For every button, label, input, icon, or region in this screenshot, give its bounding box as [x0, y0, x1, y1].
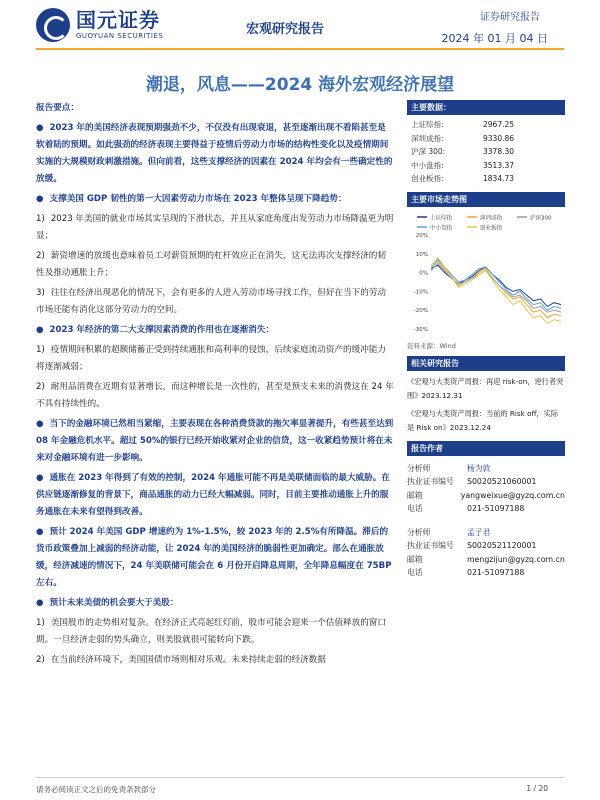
market-chart-heading: 主要市场走势图 [407, 192, 565, 207]
bullet-icon: ● [36, 473, 44, 483]
logo-en: GUOYUAN SECURITIES [76, 32, 164, 40]
analyst-info: 分析师 杨为敦 执业证书编号 S0020521060001 邮箱 yangweixue@gyzq.com.cn 电话 021-51097188 分析师 孟子君 执业证书编号 S0020521120001 邮箱 mengzijun@gyzq.com.cn 电话 021-51097188 [407, 463, 565, 577]
list-item: 1) 疫情期间积累的超额储蓄正受到持续通胀和高利率的侵蚀，后续家庭流动资产的缓冲能力将逐渐减弱； [36, 345, 386, 372]
list-item: 2) 耐用品消费在近期有显著增长，而这种增长是一次性的，甚至是预支未来的消费这在 24 年不具有持续性的。 [36, 382, 394, 409]
company-logo [36, 8, 163, 42]
market-chart [407, 209, 565, 337]
summary-paragraph-5: ● 通胀在 2023 年得到了有效的控制，2024 年通胀可能不再是美联储面临的最大威胁。在供应链逐渐修复的背景下，商品通胀的动力已经大幅减弱。同时，目前主要推动通胀上升的服务通胀在未来有望得到改善。 [36, 473, 390, 517]
summary-heading: 报告要点： [36, 103, 79, 113]
related-heading: 相关研究报告 [407, 356, 565, 371]
bullet-icon: ● [36, 325, 44, 335]
legend-label: 上证综指 [430, 215, 453, 221]
summary-paragraph-1: ● 2023 年的美国经济表现预期强劲不少，不仅没有出现衰退，甚至逐渐出现不看陷甚至是软着陆的预期。如此强劲的经济表现主要得益于疫情后劳动力市场的结构性变化以及疫情期间实施的大规模财政刺激措施。但向前看，这些支撑经济的因素在 2024 年均会有一些确定性的放缓。 [36, 123, 393, 184]
report-date: 2024 年 01 月 04 日 [441, 32, 548, 45]
sidebar [407, 100, 565, 580]
summary-paragraph-2: ● 支撑美国 GDP 韧性的第一大因素劳动力市场在 2023 年整体呈现下降趋势： [36, 194, 347, 204]
y-tick-label: -10% [413, 288, 428, 295]
email-link[interactable]: yangweixue@gyzq.com.cn [460, 490, 565, 500]
related-report-link[interactable]: 《宏观与大类资产周报：当前的 Risk off，实际是 Risk on》2023.12.24 [407, 408, 559, 432]
legend-label: 沪深300 [530, 215, 552, 221]
series-line [431, 265, 561, 306]
index-row: 深圳成指: 9330.86 [411, 133, 515, 143]
legend-label: 中小盘指 [430, 225, 453, 231]
summary-paragraph-6: ● 预计 2024 年美国 GDP 增速约为 1%-1.5%，较 2023 年的 2.5%有所降温。滞后的货币政策叠加上减弱的经济动能，让 2024 年的美国经济的脆弱性更加确定。部么在通胀放缓，经济减速的情况下，24 年美联储可能会在 6 月份开启降息周期，全年降息幅度在 75BP 左右。 [36, 527, 392, 588]
disclaimer-note: 请务必阅读正文之后的免责条款部分 [36, 785, 156, 794]
key-data-heading: 主要数据： [407, 100, 565, 115]
y-tick-label: -30% [413, 326, 428, 333]
list-item: 2) 在当前经济环境下，美国国债市场则相对乐观。未来持续走弱的经济数据 [36, 655, 326, 665]
market-chart-svg [407, 209, 565, 337]
index-row: 沪深 300: 3378.30 [411, 147, 515, 156]
logo-cn: 国元证券 [76, 8, 160, 32]
chart-source: 资料来源：Wind [407, 341, 456, 350]
bullet-icon: ● [36, 123, 44, 133]
y-tick-label: 20% [415, 232, 428, 239]
summary-paragraph-3: ● 2023 年经济的第二大支撑因素消费的作用也在逐渐消失： [36, 325, 275, 335]
header-divider [36, 48, 564, 50]
summary-paragraph-7: ● 预计未来美债的机会要大于美股： [36, 598, 179, 608]
list-item: 2) 薪资增速的放缓也意味着员工对薪资预期的杠杆效应正在消失，这无法再次支撑经济的韧性及推动通胀上升； [36, 251, 386, 278]
series-line [431, 263, 561, 312]
report-type: 宏观研究报告 [246, 22, 325, 37]
index-row: 中小盘指: 3513.37 [411, 160, 515, 170]
index-row: 创业板指: 1834.73 [411, 174, 515, 183]
y-tick-label: 0% [419, 270, 428, 277]
legend-label: 深圳成指 [480, 215, 503, 221]
related-list [407, 375, 565, 435]
report-title: 潮退，风息——2024 海外宏观经济展望 [145, 75, 455, 95]
bullet-icon: ● [36, 419, 44, 429]
y-tick-label: -20% [413, 307, 428, 314]
report-category: 证券研究报告 [480, 12, 540, 23]
bullet-icon: ● [36, 598, 44, 608]
list-item: 1) 美国股市的走势相对复杂。在经济正式亮起红灯前，股市可能会迎来一个估值释放的窗口期。一旦经济走弱的势头确立，则美股就很可能转向下跌。 [36, 618, 386, 645]
main-content [36, 100, 394, 672]
bullet-icon: ● [36, 194, 44, 204]
page-number: 1 / 20 [526, 784, 548, 793]
list-item: 1) 2023 年美国的就业市场其实呈现的下滑状态，并且从家庭角度出发劳动力市场降温更为明显； [36, 214, 394, 241]
page-header [0, 0, 600, 56]
summary-paragraph-4: ● 当下的金融环境已然相当紧缩，主要表现在各种消费贷款的拖欠率显著提升，有些甚至达到 08 年金融危机水平。超过 50%的银行已经开始收紧对企业的信贷，这一收紧趋势预计将在未来对金融环境有进一步影响。 [36, 419, 394, 463]
series-line [431, 261, 561, 317]
bullet-icon: ● [36, 527, 44, 537]
series-line [431, 257, 561, 323]
email-link[interactable]: mengzijun@gyzq.com.cn [467, 554, 565, 564]
index-row: 上证综指: 2967.25 [411, 120, 515, 129]
y-tick-label: 10% [415, 251, 428, 258]
legend-label: 创业板指 [480, 225, 503, 231]
logo-icon [36, 8, 70, 42]
related-report-link[interactable]: 《宏观与大类资产周报：再迎 risk-on，逆行者突围》2023.12.31 [407, 376, 564, 400]
list-item: 3) 往往在经济出现恶化的情况下，会有更多的人进入劳动市场寻找工作，但好在当下的劳动市场还能有消化这部分劳动力的空间。 [36, 288, 386, 315]
analyst-heading: 报告作者 [407, 441, 565, 456]
index-table [411, 118, 565, 186]
footer-divider [36, 777, 564, 778]
